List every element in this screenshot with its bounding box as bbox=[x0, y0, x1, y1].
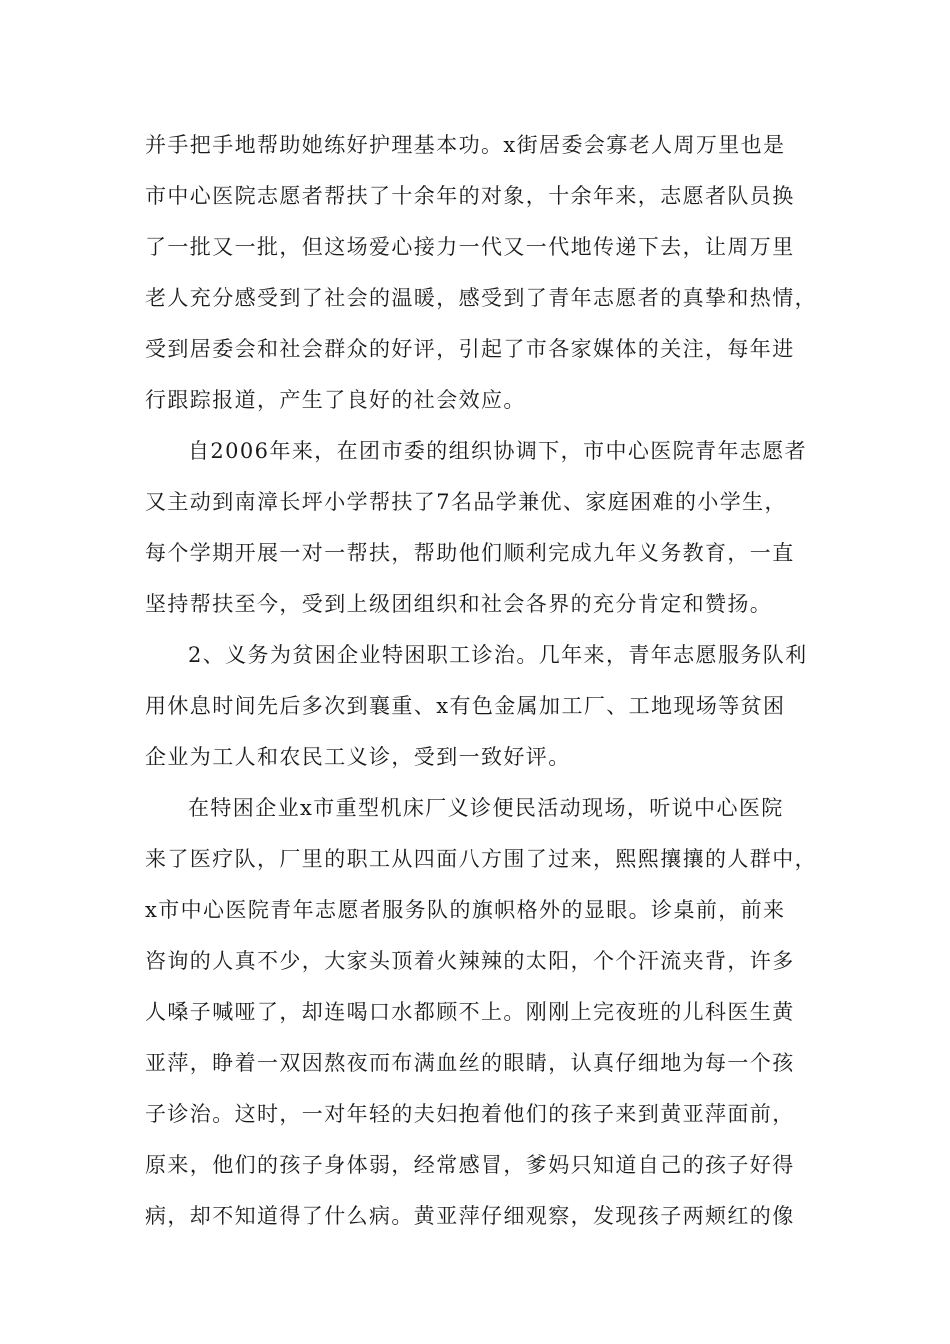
text-line: 原来，他们的孩子身体弱，经常感冒，爹妈只知道自己的孩子好得 bbox=[145, 1153, 795, 1177]
text-line: 病，却不知道得了什么病。黄亚萍仔细观察，发现孩子两颊红的像 bbox=[145, 1204, 795, 1228]
text-line: 市中心医院志愿者帮扶了十余年的对象，十余年来，志愿者队员换 bbox=[145, 184, 795, 208]
text-line: 人嗓子喊哑了，却连喝口水都顾不上。刚刚上完夜班的儿科医生黄 bbox=[145, 1000, 795, 1024]
text-line: 并手把手地帮助她练好护理基本功。x街居委会寡老人周万里也是 bbox=[145, 133, 786, 157]
text-line: 亚萍，睁着一双因熬夜而布满血丝的眼睛，认真仔细地为每一个孩 bbox=[145, 1051, 795, 1075]
paragraph-first-line: 在特困企业x市重型机床厂义诊便民活动现场，听说中心医院 bbox=[188, 796, 784, 820]
text-line: 行跟踪报道，产生了良好的社会效应。 bbox=[145, 388, 526, 412]
text-line: 用休息时间先后多次到襄重、x有色金属加工厂、工地现场等贫困 bbox=[145, 694, 786, 718]
text-line: 老人充分感受到了社会的温暖，感受到了青年志愿者的真挚和热情， bbox=[145, 286, 817, 310]
paragraph-first-line: 自2006年来，在团市委的组织协调下，市中心医院青年志愿者 bbox=[188, 439, 808, 463]
text-line: 了一批又一批，但这场爱心接力一代又一代地传递下去，让周万里 bbox=[145, 235, 795, 259]
text-line: 来了医疗队，厂里的职工从四面八方围了过来，熙熙攘攘的人群中， bbox=[145, 847, 817, 871]
text-line: 子诊治。这时，一对年轻的夫妇抱着他们的孩子来到黄亚萍面前， bbox=[145, 1102, 795, 1126]
paragraph-first-line: 2、义务为贫困企业特困职工诊治。几年来，青年志愿服务队利 bbox=[188, 643, 808, 667]
text-line: x市中心医院青年志愿者服务队的旗帜格外的显眼。诊桌前，前来 bbox=[145, 898, 786, 922]
text-line: 受到居委会和社会群众的好评，引起了市各家媒体的关注，每年进 bbox=[145, 337, 795, 361]
text-line: 咨询的人真不少，大家头顶着火辣辣的太阳，个个汗流夹背，许多 bbox=[145, 949, 795, 973]
text-line: 又主动到南漳长坪小学帮扶了7名品学兼优、家庭困难的小学生， bbox=[145, 490, 787, 514]
text-line: 企业为工人和农民工义诊，受到一致好评。 bbox=[145, 745, 571, 769]
text-line: 坚持帮扶至今，受到上级团组织和社会各界的充分肯定和赞扬。 bbox=[145, 592, 773, 616]
text-line: 每个学期开展一对一帮扶，帮助他们顺利完成九年义务教育，一直 bbox=[145, 541, 795, 565]
